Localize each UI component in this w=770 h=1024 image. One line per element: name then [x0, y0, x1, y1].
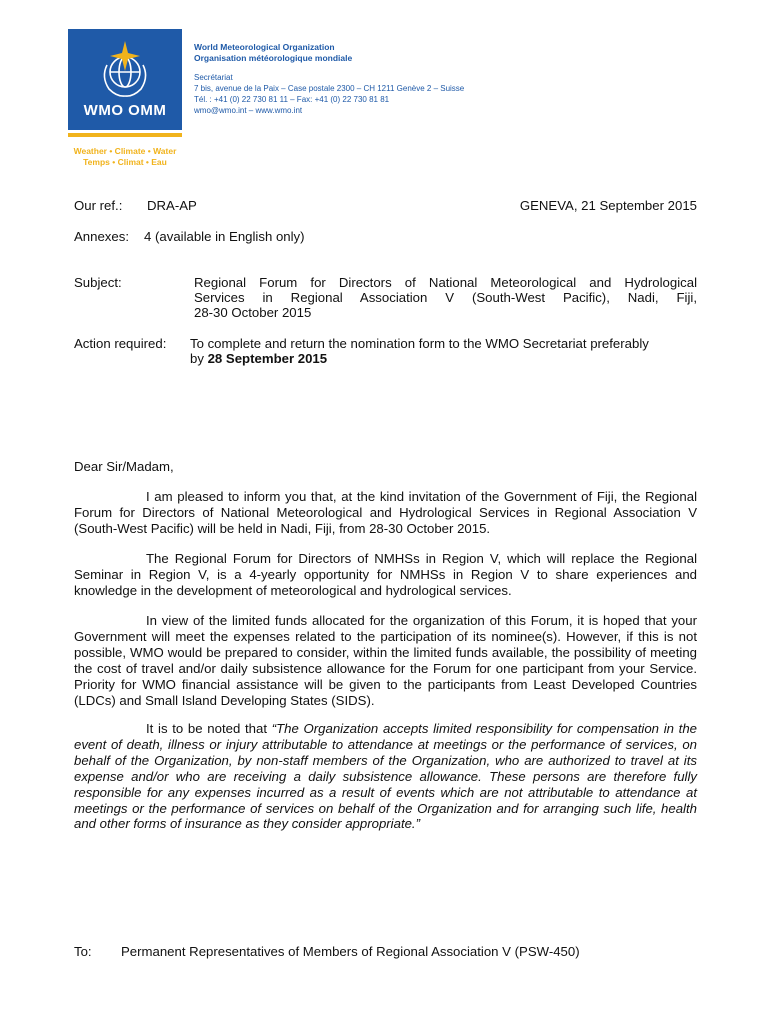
- salutation: Dear Sir/Madam,: [74, 459, 174, 474]
- ref-label: Our ref.:: [74, 198, 123, 213]
- annexes-label: Annexes:: [74, 229, 129, 244]
- to-value: Permanent Representatives of Members of Regional Association V (PSW-450): [121, 944, 580, 959]
- org-name-fr: Organisation météorologique mondiale: [194, 53, 353, 63]
- paragraph-4-prefix: It is to be noted that: [146, 721, 272, 736]
- globe-emblem-icon: [95, 39, 155, 99]
- place-date: GENEVA, 21 September 2015: [519, 198, 697, 213]
- address: 7 bis, avenue de la Paix – Case postale 2300 – CH 1211 Genève 2 – Suisse: [194, 84, 465, 93]
- ref-value: DRA-AP: [147, 198, 197, 213]
- action-line-2: [190, 351, 327, 367]
- paragraph-1: [74, 489, 697, 537]
- subject-line-1: Regional Forum for Directors of National Meteorological and Hydrological: [194, 275, 697, 290]
- subject-line-3: 28-30 October 2015: [194, 305, 312, 320]
- tagline-en: Weather • Climate • Water: [73, 146, 177, 156]
- action-prefix: by: [190, 351, 208, 366]
- paragraph-3: [74, 613, 697, 708]
- action-line-1: To complete and return the nomination form to the WMO Secretariat preferably: [190, 336, 649, 351]
- org-name-en: World Meteorological Organization: [194, 42, 335, 52]
- paragraph-1-text: I am pleased to inform you that, at the kind invitation of the Government of Fiji, the Regional Forum for Directors of National Meteorological and Hydrological Services in Regional Association V (South-West Pacific) will be held in Nadi, Fiji, from 28-30 October 2015.: [74, 489, 697, 536]
- logo-text: WMO OMM: [83, 102, 167, 119]
- org-address-block: [194, 42, 614, 116]
- secretariat: Secrétariat: [194, 73, 233, 82]
- tagline-fr: Temps • Climat • Eau: [83, 157, 167, 167]
- paragraph-3-text: In view of the limited funds allocated for the organization of this Forum, it is hoped that your Government will meet the expenses related to the participation of its nominee(s). However, if this is not possible, WMO would be prepared to consider, within the limited funds available, the possibility of meeting the cost of travel and/or daily subsistence allowance for the Forum for one participant from your Service. Priority for WMO financial assistance will be given to the participants from Least Developed Countries (LDCs) and Small Island Developing States (SIDS).: [74, 613, 697, 708]
- annexes-value: 4 (available in English only): [144, 229, 305, 244]
- action-label: Action required:: [74, 336, 167, 351]
- subject-line-2: Services in Regional Association V (South-West Pacific), Nadi, Fiji,: [194, 290, 697, 305]
- to-label: To:: [74, 944, 92, 959]
- contact: wmo@wmo.int – www.wmo.int: [194, 106, 303, 115]
- paragraph-4-quote: “The Organization accepts limited responsibility for compensation in the event of death, illness or injury attributable to attendance at meetings or the performance of services, on behalf of the Organization, by non-staff members of the Organization, who are authorized to travel at its expense and/or who are receiving a daily subsistence allowance. These persons are therefore fully responsible for any expenses incurred as a result of events which are not attributable to attendance at meetings or the performance of services on behalf of the Organization and for arranging such life, health and other forms of insurance as they consider appropriate.”: [74, 721, 698, 832]
- logo-gold-bar: [68, 133, 182, 137]
- paragraph-2: [74, 551, 697, 599]
- phone-fax: Tél. : +41 (0) 22 730 81 11 – Fax: +41 (0) 22 730 81 81: [194, 95, 390, 104]
- subject-label: Subject:: [74, 275, 122, 290]
- wmo-logo: [68, 29, 182, 130]
- paragraph-2-text: The Regional Forum for Directors of NMHSs in Region V, which will replace the Regional Seminar in Region V, is a 4-yearly opportunity for NMHSs in Region V to share experiences and knowledge in the development of meteorological and hydrological services.: [74, 551, 697, 598]
- action-deadline: 28 September 2015: [207, 351, 328, 366]
- paragraph-4: [74, 721, 697, 832]
